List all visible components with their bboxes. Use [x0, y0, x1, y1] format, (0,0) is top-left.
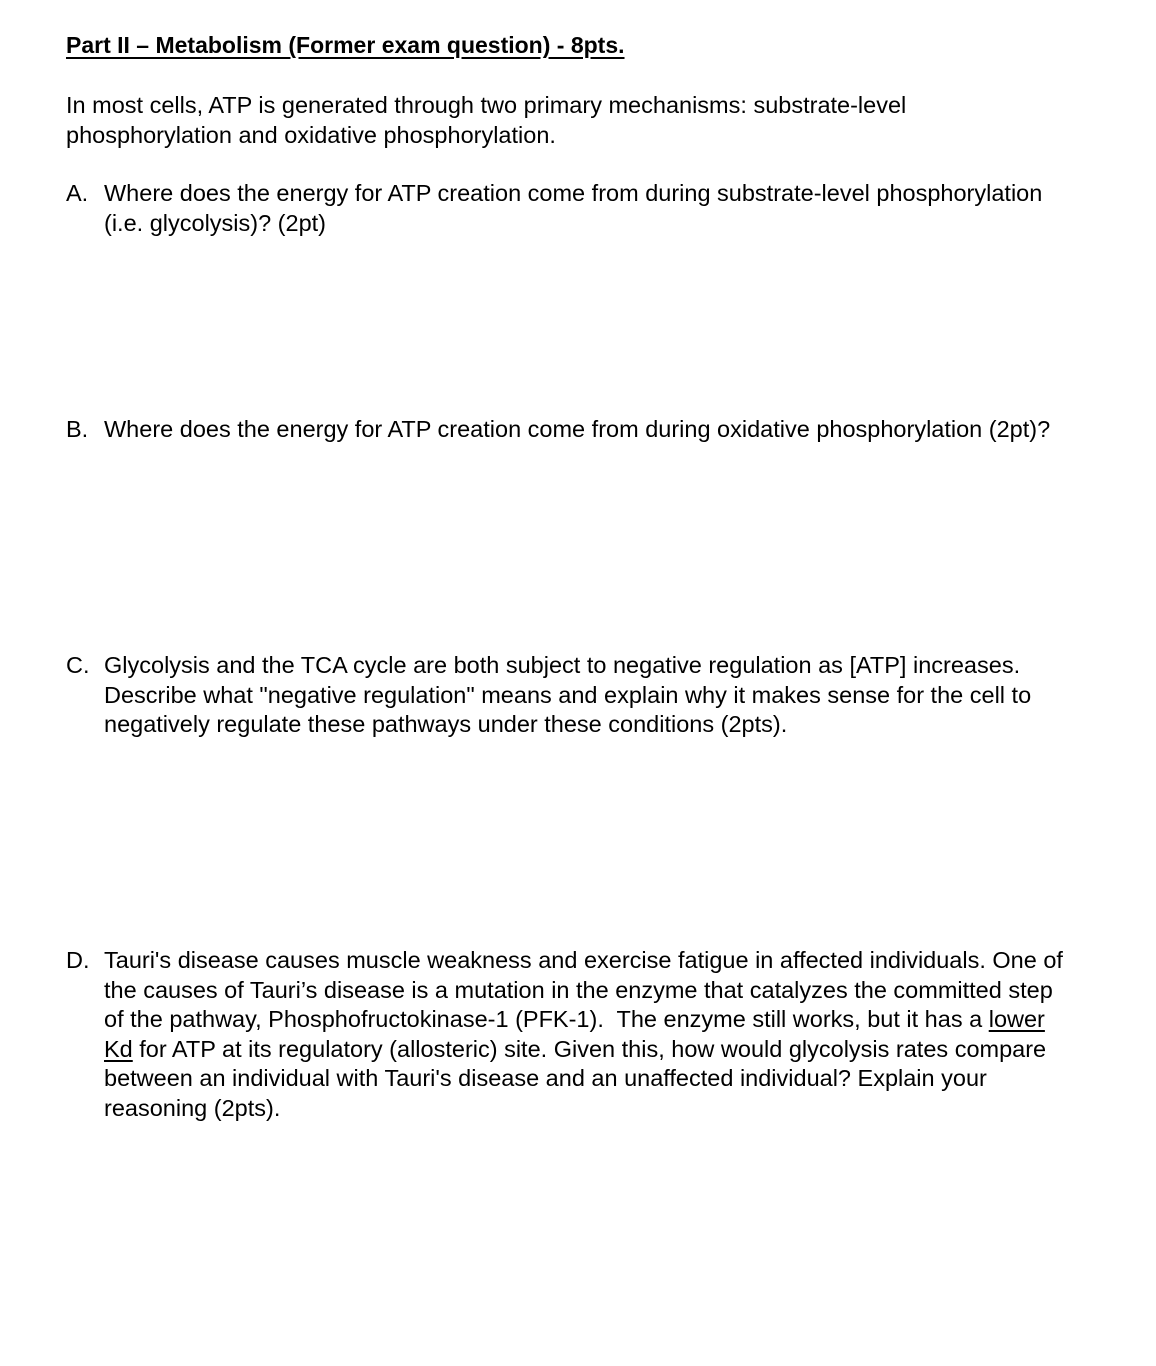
question-a-text: Where does the energy for ATP creation come from during substrate-level phosphorylation (i.e. glycolysis)? (2pt): [104, 180, 1043, 236]
question-a-letter: A.: [66, 180, 89, 206]
question-b: [66, 415, 1076, 445]
question-d-letter: D.: [66, 947, 90, 973]
question-c-text: Glycolysis and the TCA cycle are both subject to negative regulation as [ATP] increases. Describe what "negative regulation" means and explain why it makes sense for the cell to negatively regulate these pathways under these conditions (2pts).: [104, 652, 1032, 737]
question-d-text: [104, 946, 1076, 1123]
question-b-text: Where does the energy for ATP creation come from during oxidative phosphorylation (2pt)?: [104, 416, 1051, 442]
question-b-letter: B.: [66, 416, 89, 442]
question-d: [66, 946, 1076, 1123]
question-d-underlined-term: lower Kd: [104, 1006, 1045, 1062]
question-c-letter: C.: [66, 652, 90, 678]
question-d-text-after: for ATP at its regulatory (allosteric) site. Given this, how would glycolysis rates compare between an individual with Tauri's disease and an unaffected individual? Explain your reasoning (2pts).: [104, 1035, 1047, 1121]
question-c: [66, 651, 1076, 740]
question-a: [66, 179, 1076, 238]
section-heading: Part II – Metabolism (Former exam question) - 8pts.: [66, 32, 625, 58]
intro-paragraph: In most cells, ATP is generated through two primary mechanisms: substrate-level phosphorylation and oxidative phosphorylation.: [66, 92, 907, 148]
question-d-text-before: Tauri's disease causes muscle weakness and exercise fatigue in affected individuals. One of the causes of Tauri’s disease is a mutation in the enzyme that catalyzes the committed step of the pathway, Phosphofructokinase-1 (PFK-1). The enzyme still works, but it has a: [104, 947, 1063, 1032]
